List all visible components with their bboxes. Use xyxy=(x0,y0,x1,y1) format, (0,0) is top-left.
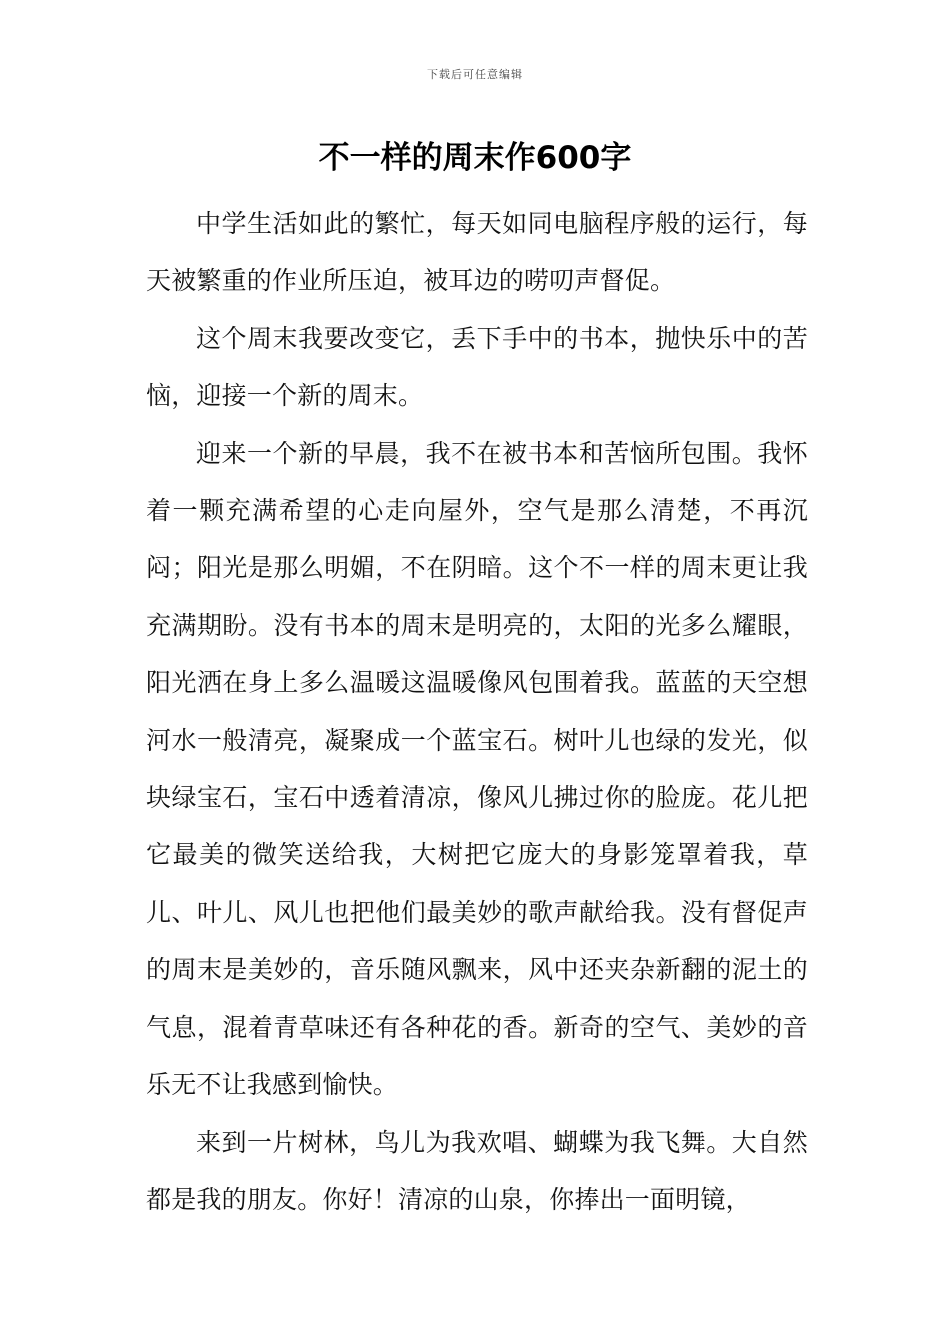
paragraph-2: 这个周末我要改变它，丢下手中的书本，抛快乐中的苦恼，迎接一个新的周末。 xyxy=(146,323,808,411)
paragraph-4: 来到一片树林，鸟儿为我欢唱、蝴蝶为我飞舞。大自然都是我的朋友。你好！清凉的山泉，你捧出一面明镜， xyxy=(146,1127,808,1214)
paragraph-3: 迎来一个新的早晨，我不在被书本和苦恼所包围。我怀着一颗充满希望的心走向屋外，空气是那么清楚，不再沉闷；阳光是那么明媚，不在阴暗。这个不一样的周末更让我充满期盼。没有书本的周末是明亮的，太阳的光多么耀眼，阳光洒在身上多么温暖这温暖像风包围着我。蓝蓝的天空想河水一般清亮，凝聚成一个蓝宝石。树叶儿也绿的发光，似块绿宝石，宝石中透着清凉，像风儿拂过你的脸庞。花儿把它最美的微笑送给我，大树把它庞大的身影笼罩着我，草儿、叶儿、风儿也把他们最美妙的歌声献给我。没有督促声的周末是美妙的，音乐随风飘来，风中还夹杂新翻的泥土的气息，混着青草味还有各种花的香。新奇的空气、美妙的音乐无不让我感到愉快。 xyxy=(146,438,808,1100)
paragraph-1: 中学生活如此的繁忙，每天如同电脑程序般的运行，每天被繁重的作业所压迫，被耳边的唠叨声督促。 xyxy=(146,209,808,296)
header-note: 下载后可任意编辑 xyxy=(427,68,523,81)
document-body xyxy=(146,195,808,1228)
document-title: 不一样的周末作600字 xyxy=(318,140,632,176)
